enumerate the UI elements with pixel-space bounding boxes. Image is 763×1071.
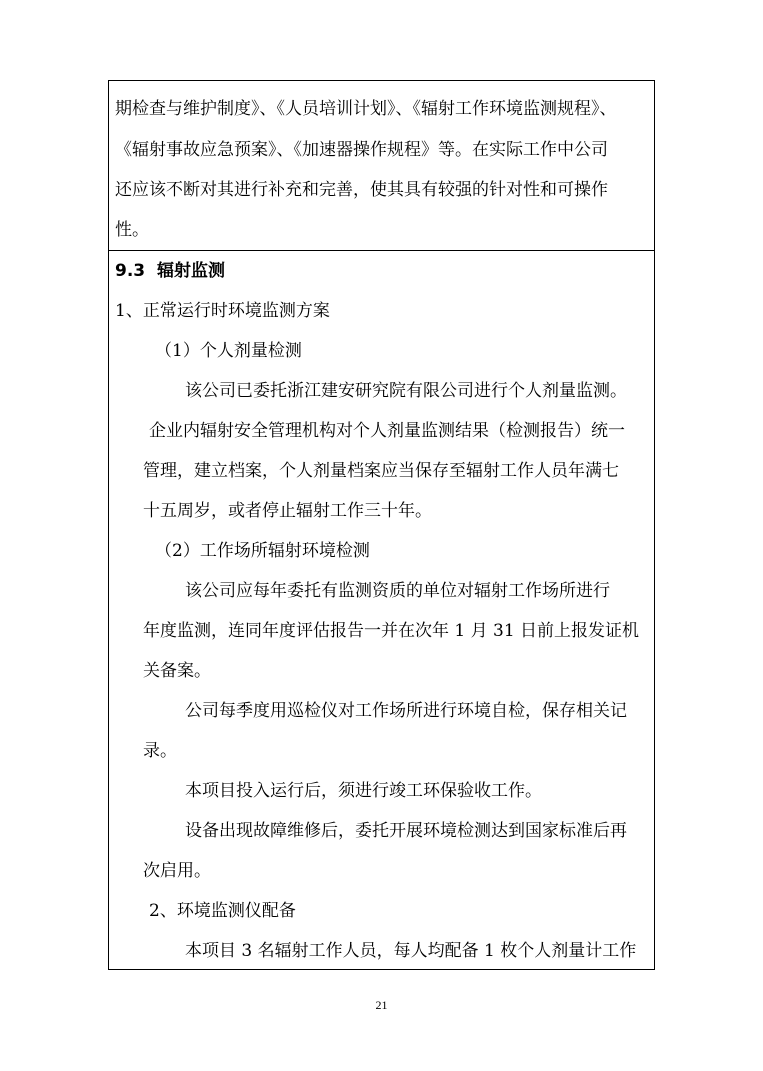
content-table: [108, 80, 655, 970]
text-line: 次启用。: [143, 861, 211, 881]
sub2-title: （2）工作场所辐射环境检测: [155, 541, 370, 561]
section-number: 9.3: [115, 261, 146, 281]
text-line: 还应该不断对其进行补充和完善，使其具有较强的针对性和可操作: [115, 180, 608, 200]
text-line: 录。: [143, 741, 177, 761]
table-cell-top: [109, 81, 654, 251]
text-line: 十五周岁，或者停止辐射工作三十年。: [143, 501, 432, 521]
text-line: 公司每季度用巡检仪对工作场所进行环境自检，保存相关记: [185, 701, 627, 721]
text-line: 管理，建立档案，个人剂量档案应当保存至辐射工作人员年满七: [143, 461, 619, 481]
section-title: 辐射监测: [157, 261, 226, 281]
text-line: 本项目 3 名辐射工作人员，每人均配备 1 枚个人剂量计工作: [185, 941, 637, 961]
text-line: 关备案。: [143, 661, 211, 681]
item1-title: 1、正常运行时环境监测方案: [115, 301, 330, 321]
text-line: 该公司已委托浙江建安研究院有限公司进行个人剂量监测。: [185, 381, 627, 401]
text-line: 企业内辐射安全管理机构对个人剂量监测结果（检测报告）统一: [149, 421, 625, 441]
text-line: 该公司应每年委托有监测资质的单位对辐射工作场所进行: [185, 581, 610, 601]
sub1-title: （1）个人剂量检测: [155, 341, 302, 361]
text-line: 《辐射事故应急预案》、《加速器操作规程》等。在实际工作中公司: [115, 140, 608, 160]
page-number: 21: [375, 998, 388, 1012]
text-line: 性。: [115, 220, 149, 240]
text-line: 设备出现故障维修后，委托开展环境检测达到国家标准后再: [185, 821, 627, 841]
text-line: 年度监测，连同年度评估报告一并在次年 1 月 31 日前上报发证机: [143, 621, 640, 641]
section-heading: [115, 259, 225, 283]
text-line: 期检查与维护制度》、《人员培训计划》、《辐射工作环境监测规程》、: [115, 99, 617, 119]
text-line: 本项目投入运行后，须进行竣工环保验收工作。: [185, 781, 542, 801]
item2-title: 2、环境监测仪配备: [149, 901, 296, 921]
